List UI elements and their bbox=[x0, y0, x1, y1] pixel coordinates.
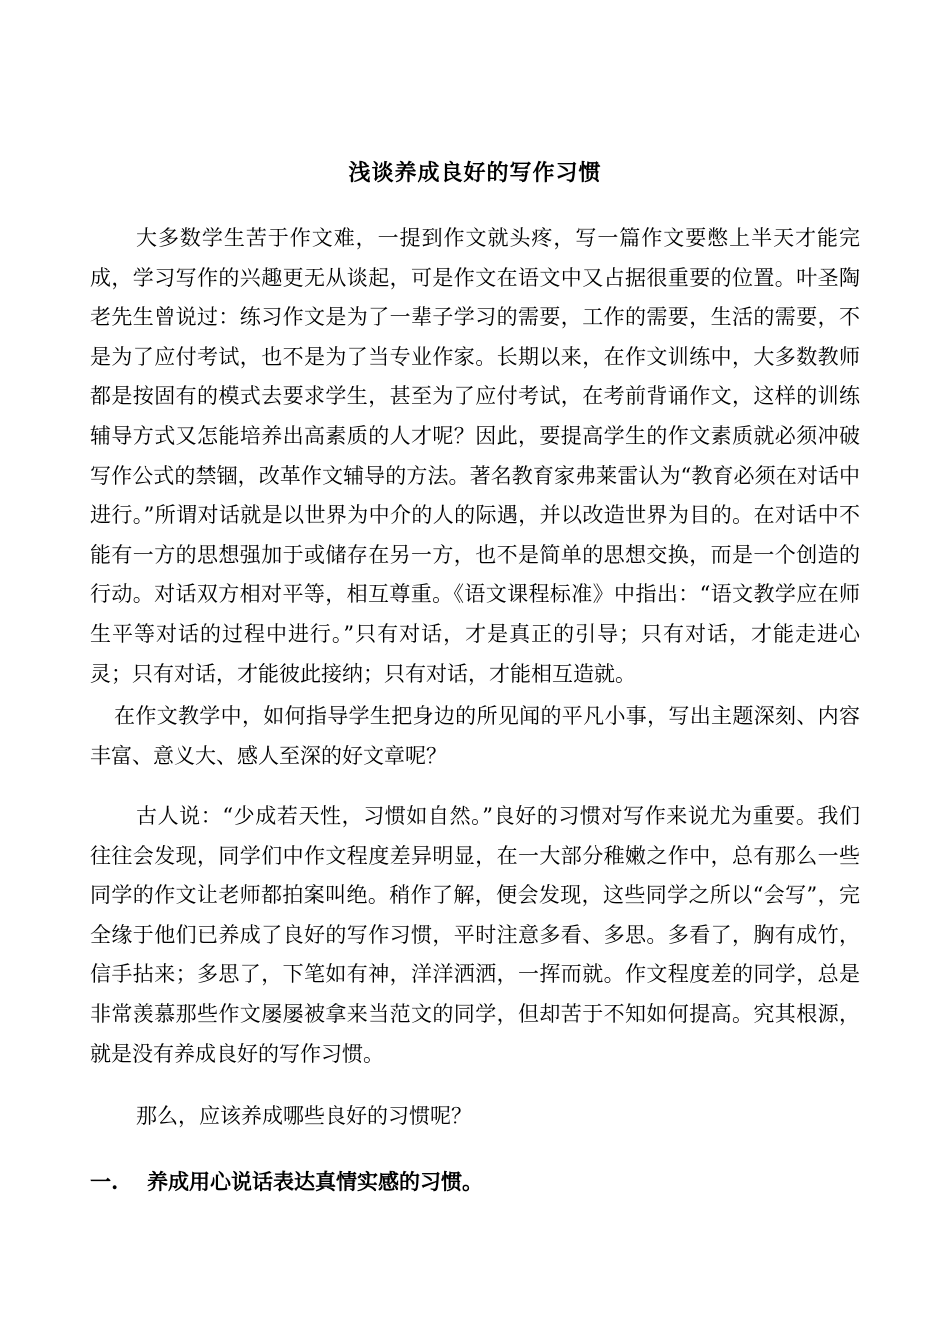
paragraph-question: 在作文教学中，如何指导学生把身边的所见闻的平凡小事，写出主题深刻、内容丰富、意义大、感人至深的好文章呢？ bbox=[90, 704, 860, 768]
section-number: 一. bbox=[90, 1169, 119, 1194]
section-heading bbox=[90, 1162, 860, 1202]
paragraph-transition: 那么，应该养成哪些良好的习惯呢？ bbox=[136, 1104, 472, 1128]
section-heading-text: 养成用心说话表达真情实感的习惯。 bbox=[147, 1169, 483, 1194]
document-title: 浅谈养成良好的写作习惯 bbox=[348, 160, 602, 186]
paragraph-habits: 古人说：“少成若天性，习惯如自然。”良好的习惯对写作来说尤为重要。我们往往会发现，同学们中作文程度差异明显，在一大部分稚嫩之作中，总有那么一些同学的作文让老师都拍案叫绝。稍作了解，便会发现，这些同学之所以“会写”，完全缘于他们已养成了良好的写作习惯，平时注意多看、多思。多看了，胸有成竹，信手拈来；多思了，下笔如有神，洋洋洒洒，一挥而就。作文程度差的同学，总是非常羡慕那些作文屡屡被拿来当范文的同学，但却苦于不知如何提高。究其根源，就是没有养成良好的写作习惯。 bbox=[90, 804, 860, 1066]
paragraph-intro: 大多数学生苦于作文难，一提到作文就头疼，写一篇作文要憋上半天才能完成，学习写作的兴趣更无从谈起，可是作文在语文中又占据很重要的位置。叶圣陶老先生曾说过：练习作文是为了一辈子学习的需要，工作的需要，生活的需要，不是为了应付考试，也不是为了当专业作家。长期以来，在作文训练中，大多数教师都是按固有的模式去要求学生，甚至为了应付考试，在考前背诵作文，这样的训练辅导方式又怎能培养出高素质的人才呢？因此，要提高学生的作文素质就必须冲破写作公式的禁锢，改革作文辅导的方法。著名教育家弗莱雷认为“教育必须在对话中进行。”所谓对话就是以世界为中介的人的际遇，并以改造世界为目的。在对话中不能有一方的思想强加于或储存在另一方，也不是简单的思想交换，而是一个创造的行动。对话双方相对平等，相互尊重。《语文课程标准》中指出：“语文教学应在师生平等对话的过程中进行。”只有对话，才是真正的引导；只有对话，才能走进心灵；只有对话，才能彼此接纳；只有对话，才能相互造就。 bbox=[90, 226, 860, 686]
